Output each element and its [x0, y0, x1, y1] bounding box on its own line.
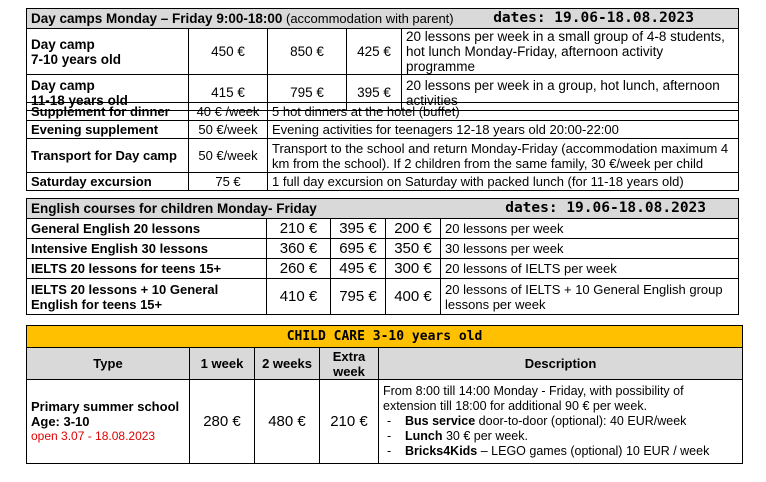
price-2-weeks: 495 €	[331, 259, 386, 279]
english-header-row	[27, 199, 739, 219]
list-item	[405, 414, 738, 429]
price-extra-week: 400 €	[386, 279, 441, 315]
camp-description: 20 lessons per week in a small group of 4-8 students, hot lunch Monday-Friday, afternoon activity programme	[402, 29, 739, 75]
list-item	[405, 429, 738, 444]
col-header-extra-week	[320, 348, 379, 380]
supplement-name: Transport for Day camp	[27, 139, 189, 173]
supplement-name: Evening supplement	[27, 121, 189, 139]
program-description	[379, 380, 743, 464]
camp-age-line: 11-18 years old	[31, 92, 128, 108]
supplement-price: 40 € /week	[189, 103, 268, 121]
price-2-weeks: 480 €	[255, 380, 320, 464]
course-description: 20 lessons of IELTS per week	[441, 259, 739, 279]
program-description-intro: From 8:00 till 14:00 Monday - Friday, with possibility of extension till 18:00 for additional 90 € per week.	[383, 384, 684, 413]
price-1-week: 360 €	[267, 239, 331, 259]
camp-name-line: Day camp	[31, 36, 95, 52]
option-detail: – LEGO games (optional) 10 EUR / week	[477, 444, 710, 458]
supplement-description: 1 full day excursion on Saturday with packed lunch (for 11-18 years old)	[268, 173, 739, 191]
course-description: 30 lessons per week	[441, 239, 739, 259]
price-1-week: 260 €	[267, 259, 331, 279]
day-camps-header-row	[27, 9, 739, 29]
price-1-week: 410 €	[267, 279, 331, 315]
price-2-weeks: 395 €	[331, 219, 386, 239]
price-1-week: 450 €	[189, 29, 268, 75]
course-description: 20 lessons per week	[441, 219, 739, 239]
col-header-extra-line: week	[333, 363, 365, 379]
option-name: Bricks4Kids	[405, 444, 478, 458]
table-row	[27, 139, 739, 173]
course-name: General English 20 lessons	[27, 219, 267, 239]
option-name: Bus service	[405, 414, 476, 428]
price-1-week: 415 €	[189, 75, 268, 111]
course-name-line: English for teens 15+	[31, 296, 163, 312]
english-courses-table	[26, 198, 739, 315]
day-camps-dates: dates: 19.06-18.08.2023	[493, 10, 694, 26]
table-row	[27, 29, 739, 75]
camp-age-line: 7-10 years old	[31, 51, 122, 67]
supplement-price: 50 €/week	[189, 139, 268, 173]
list-item	[405, 444, 738, 459]
col-header-description: Description	[379, 348, 743, 380]
table-row	[27, 279, 739, 315]
english-title: English courses for children Monday- Friday	[31, 201, 317, 216]
course-description: 20 lessons of IELTS + 10 General English group lessons per week	[441, 279, 739, 315]
price-extra-week: 350 €	[386, 239, 441, 259]
table-row	[27, 380, 743, 464]
price-1-week: 280 €	[190, 380, 255, 464]
program-name-line: Primary summer school	[31, 399, 180, 414]
price-2-weeks: 695 €	[331, 239, 386, 259]
course-name	[27, 279, 267, 315]
price-extra-week: 425 €	[347, 29, 402, 75]
col-header-2-weeks: 2 weeks	[255, 348, 320, 380]
price-1-week: 210 €	[267, 219, 331, 239]
child-care-header-row	[27, 348, 743, 380]
option-detail: 30 € per week.	[442, 429, 528, 443]
course-name-line: IELTS 20 lessons + 10 General	[31, 281, 219, 297]
child-care-title: CHILD CARE 3-10 years old	[27, 326, 743, 348]
program-name	[27, 380, 190, 464]
program-options-list	[383, 414, 738, 459]
price-2-weeks: 850 €	[268, 29, 347, 75]
table-row	[27, 259, 739, 279]
col-header-1-week: 1 week	[190, 348, 255, 380]
child-care-title-row	[27, 326, 743, 348]
table-row	[27, 219, 739, 239]
table-row	[27, 103, 739, 121]
supplement-name: Supplement for dinner	[27, 103, 189, 121]
option-detail: door-to-door (optional): 40 EUR/week	[475, 414, 687, 428]
day-camps-header	[27, 9, 739, 29]
price-extra-week: 200 €	[386, 219, 441, 239]
table-row	[27, 173, 739, 191]
program-open-dates: open 3.07 - 18.08.2023	[31, 429, 156, 443]
supplement-price: 75 €	[189, 173, 268, 191]
price-extra-week: 210 €	[320, 380, 379, 464]
child-care-table	[26, 325, 743, 464]
english-dates: dates: 19.06-18.08.2023	[505, 200, 707, 216]
day-camps-title-note: (accommodation with parent)	[285, 11, 454, 26]
price-2-weeks: 795 €	[331, 279, 386, 315]
price-extra-week: 300 €	[386, 259, 441, 279]
day-camps-title: Day camps Monday – Friday 9:00-18:00	[31, 11, 283, 26]
program-age: Age: 3-10	[31, 414, 90, 429]
supplement-description: Transport to the school and return Monday-Friday (accommodation maximum 4 km from the school). If 2 children from the same family, 30 €/week per child	[268, 139, 739, 173]
camp-name-line: Day camp	[31, 77, 95, 93]
camp-name	[27, 29, 189, 75]
col-header-extra-line: Extra	[332, 348, 366, 364]
course-name: IELTS 20 lessons for teens 15+	[27, 259, 267, 279]
price-extra-week: 395 €	[347, 75, 402, 111]
supplement-description: 5 hot dinners at the hotel (buffet)	[268, 103, 739, 121]
supplement-price: 50 €/week	[189, 121, 268, 139]
english-header	[27, 199, 739, 219]
col-header-type: Type	[27, 348, 190, 380]
supplement-name: Saturday excursion	[27, 173, 189, 191]
price-2-weeks: 795 €	[268, 75, 347, 111]
day-camps-table	[26, 8, 739, 111]
option-name: Lunch	[405, 429, 443, 443]
supplement-description: Evening activities for teenagers 12-18 years old 20:00-22:00	[268, 121, 739, 139]
course-name: Intensive English 30 lessons	[27, 239, 267, 259]
table-row	[27, 121, 739, 139]
camp-description: 20 lessons per week in a group, hot lunch, afternoon activities	[402, 75, 739, 111]
table-row	[27, 239, 739, 259]
supplements-table	[26, 102, 739, 191]
